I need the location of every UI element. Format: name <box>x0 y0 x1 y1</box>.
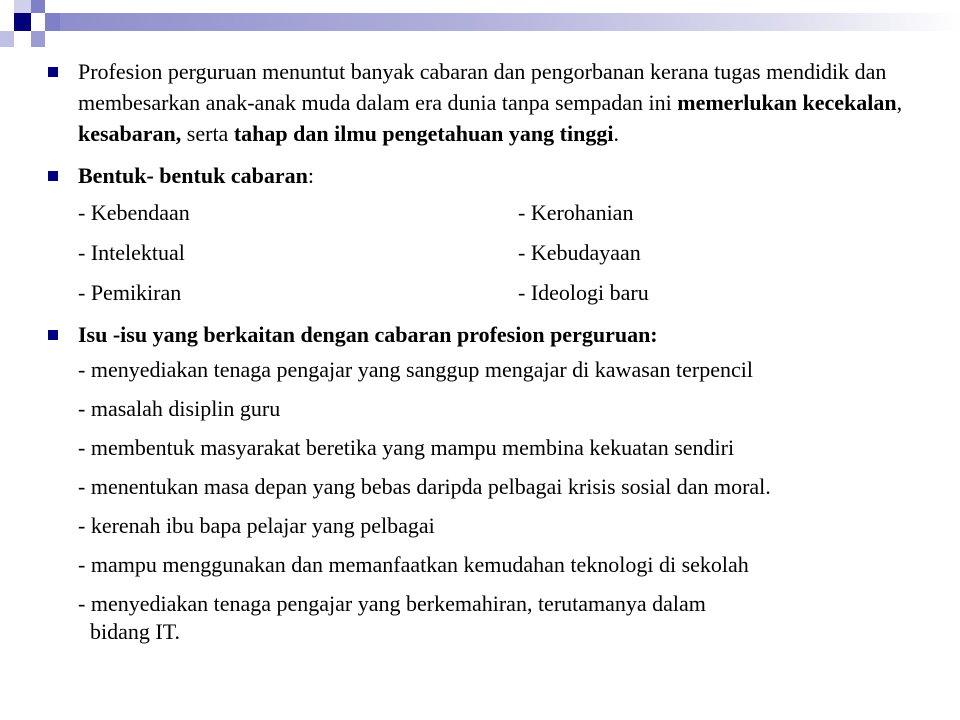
text-run: , <box>896 90 903 115</box>
issue-item: - membentuk masyarakat beretika yang mampu membina kekuatan sendiri <box>78 435 735 460</box>
form-item: - Kebendaan <box>78 200 190 225</box>
bold-run: memerlukan kecekalan <box>677 90 897 115</box>
text-run: . <box>613 121 619 146</box>
bold-run: Bentuk- bentuk cabaran <box>78 163 308 188</box>
forms-row <box>48 273 928 313</box>
forms-list <box>48 193 928 313</box>
bold-run: kesabaran, <box>78 121 182 146</box>
form-item: - Ideologi baru <box>518 280 649 305</box>
slide-body <box>48 56 928 645</box>
issue-item-continuation: bidang IT. <box>90 619 181 644</box>
issue-item: - masalah disiplin guru <box>78 396 281 421</box>
corner-square-mid <box>31 0 45 13</box>
corner-square-light <box>14 0 31 13</box>
bullet-paragraph-1 <box>48 56 928 149</box>
issue-item: - menyediakan tenaga pengajar yang sanggup mengajar di kawasan terpencil <box>78 357 753 382</box>
forms-row <box>48 193 928 233</box>
issue-item: - mampu menggunakan dan memanfaatkan kemudahan teknologi di sekolah <box>78 552 749 577</box>
text-run: Profesion perguruan menuntut banyak cabaran dan pengorbanan kerana tugas mendidik dan membesarkan anak-anak muda dalam era dunia tanpa sempadan ini <box>78 59 887 115</box>
issues-list <box>48 354 928 645</box>
bold-run: tahap dan ilmu pengetahuan yang tinggi <box>233 121 614 146</box>
form-item: - Kerohanian <box>518 200 634 225</box>
form-item: - Pemikiran <box>78 280 182 305</box>
text-run: : <box>307 163 314 188</box>
square-bullet-icon <box>48 67 58 77</box>
form-item: - Intelektual <box>78 240 185 265</box>
corner-square-light <box>0 31 14 47</box>
bullet-paragraph-3 <box>48 319 928 350</box>
square-bullet-icon <box>48 330 58 340</box>
issue-item: - menyediakan tenaga pengajar yang berkemahiran, terutamanya dalam <box>78 591 706 616</box>
bullet-paragraph-2 <box>48 160 928 191</box>
corner-square-light <box>31 31 45 47</box>
corner-square-dark <box>14 13 31 31</box>
forms-row <box>48 233 928 273</box>
square-bullet-icon <box>48 171 58 181</box>
text-run: serta <box>181 121 234 146</box>
issue-item: - kerenah ibu bapa pelajar yang pelbagai <box>78 513 435 538</box>
issue-item: - menentukan masa depan yang bebas daripda pelbagai krisis sosial dan moral. <box>78 474 771 499</box>
form-item: - Kebudayaan <box>518 240 641 265</box>
title-gradient-bar <box>60 13 960 31</box>
bold-run: Isu -isu yang berkaitan dengan cabaran profesion perguruan: <box>78 322 658 347</box>
corner-square-mid <box>45 13 60 31</box>
